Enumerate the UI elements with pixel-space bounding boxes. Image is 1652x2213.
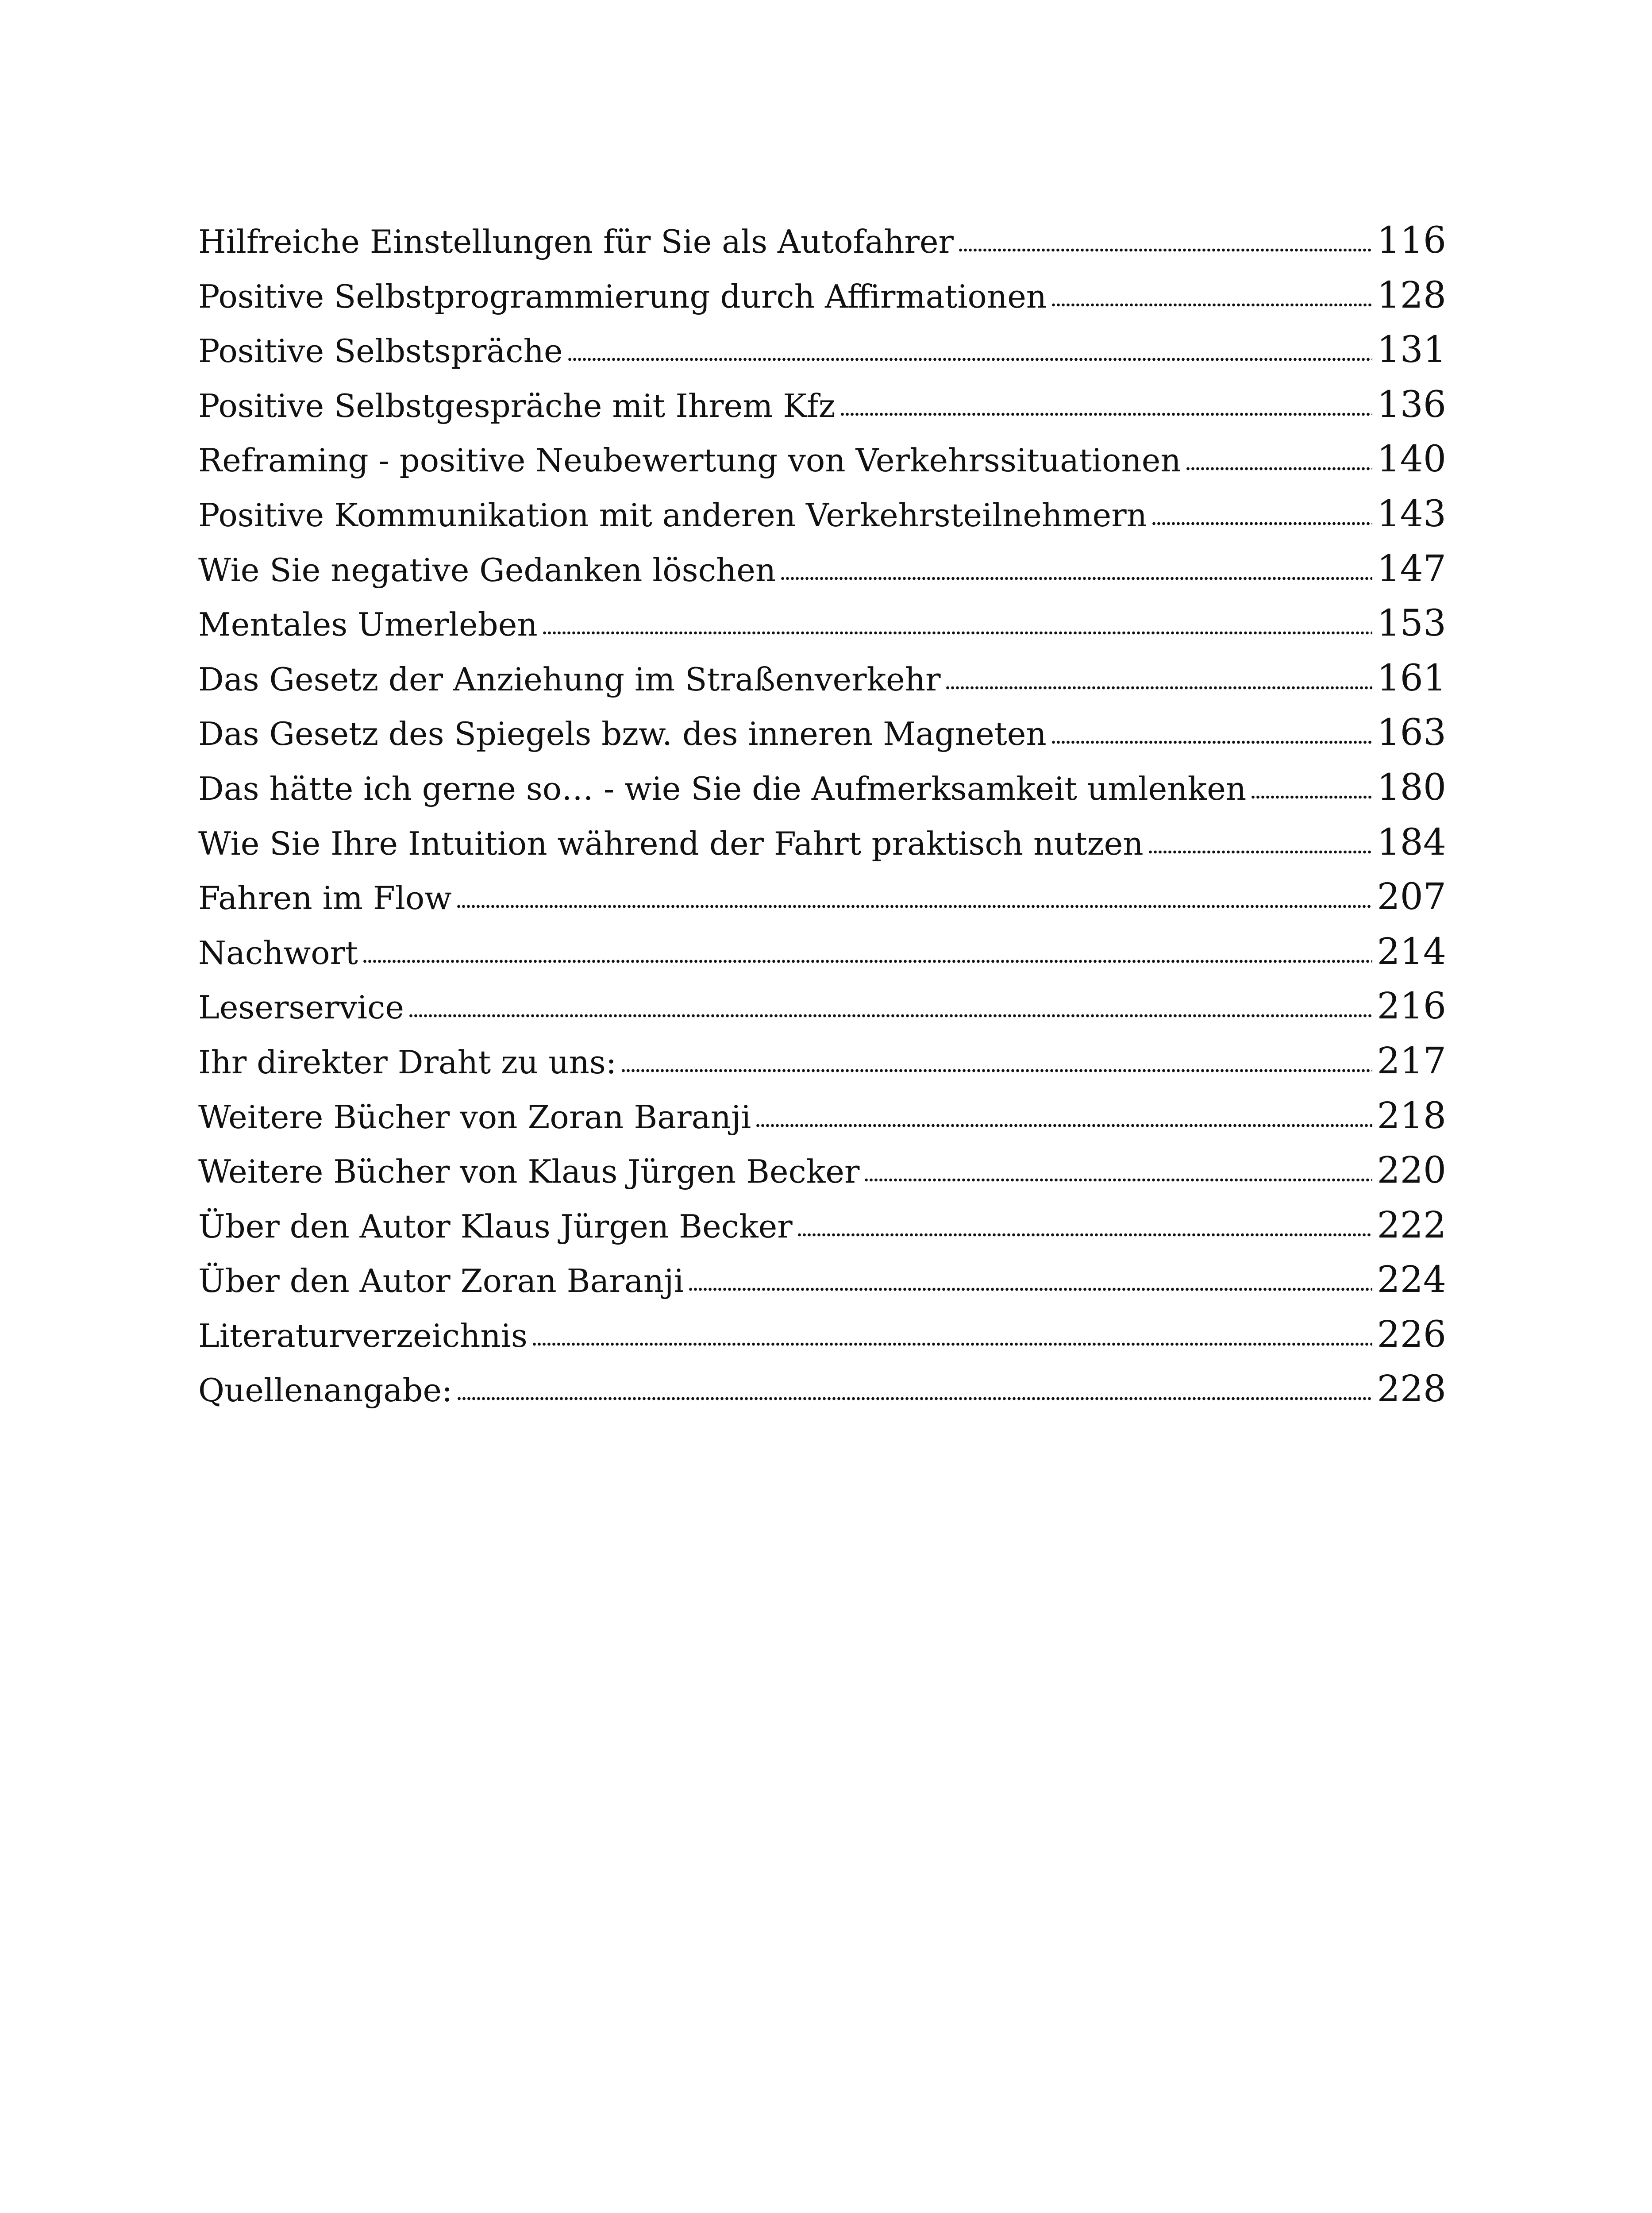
dot-leader (958, 247, 1373, 254)
toc-entry-title: Über den Autor Zoran Baranji (198, 1262, 684, 1300)
toc-entry[interactable] (198, 651, 1446, 706)
toc-entry-page: 131 (1377, 329, 1446, 371)
toc-entry[interactable] (198, 213, 1446, 268)
toc-entry-page: 222 (1377, 1204, 1446, 1246)
toc-entry-title: Über den Autor Klaus Jürgen Becker (198, 1207, 793, 1245)
toc-entry[interactable] (198, 487, 1446, 542)
dot-leader (840, 411, 1373, 418)
dot-leader (688, 1286, 1372, 1293)
toc-entry-title: Nachwort (198, 934, 358, 972)
toc-entry[interactable] (198, 979, 1446, 1034)
dot-leader (457, 1395, 1372, 1402)
dot-leader (780, 575, 1372, 582)
dot-leader (797, 1231, 1373, 1238)
dot-leader (408, 1012, 1372, 1019)
dot-leader (1251, 794, 1372, 801)
toc-entry[interactable] (198, 1307, 1446, 1362)
toc-entry-page: 224 (1377, 1259, 1446, 1301)
dot-leader (362, 958, 1373, 965)
dot-leader (1151, 520, 1372, 527)
dot-leader (864, 1176, 1372, 1184)
toc-entry[interactable] (198, 1089, 1446, 1144)
toc-entry[interactable] (198, 706, 1446, 760)
toc-entry[interactable] (198, 1362, 1446, 1417)
toc-entry-page: 180 (1377, 766, 1446, 809)
dot-leader (542, 629, 1373, 636)
toc-entry-page: 161 (1377, 657, 1446, 699)
toc-entry-title: Positive Selbstspräche (198, 332, 563, 370)
toc-entry-title: Das hätte ich gerne so… - wie Sie die Aufmerksamkeit umlenken (198, 770, 1247, 807)
table-of-contents (198, 213, 1446, 1417)
toc-entry-page: 226 (1377, 1313, 1446, 1356)
toc-entry-title: Das Gesetz der Anziehung im Straßenverkehr (198, 660, 941, 698)
toc-entry-page: 214 (1377, 930, 1446, 973)
toc-entry-page: 220 (1377, 1149, 1446, 1192)
toc-entry[interactable] (198, 542, 1446, 597)
dot-leader (456, 903, 1373, 910)
toc-entry-page: 217 (1377, 1040, 1446, 1082)
toc-entry[interactable] (198, 378, 1446, 432)
dot-leader (755, 1122, 1372, 1129)
toc-entry[interactable] (198, 1198, 1446, 1253)
toc-entry-title: Positive Selbstprogrammierung durch Affirmationen (198, 278, 1047, 315)
dot-leader (1148, 848, 1373, 856)
toc-entry-page: 163 (1377, 712, 1446, 754)
toc-entry-title: Leserservice (198, 989, 404, 1026)
toc-entry-page: 218 (1377, 1095, 1446, 1137)
toc-entry-title: Wie Sie Ihre Intuition während der Fahrt praktisch nutzen (198, 825, 1144, 862)
toc-entry-page: 140 (1377, 438, 1446, 481)
toc-entry-page: 116 (1377, 220, 1446, 262)
toc-entry-title: Literaturverzeichnis (198, 1317, 528, 1354)
toc-entry-page: 207 (1377, 876, 1446, 918)
toc-entry-page: 184 (1377, 821, 1446, 864)
toc-entry[interactable] (198, 870, 1446, 925)
toc-entry-page: 143 (1377, 493, 1446, 535)
toc-entry[interactable] (198, 268, 1446, 323)
toc-entry-title: Positive Kommunikation mit anderen Verkehrsteilnehmern (198, 496, 1148, 534)
toc-entry-title: Weitere Bücher von Zoran Baranji (198, 1098, 751, 1136)
toc-entry-title: Quellenangabe: (198, 1372, 453, 1409)
dot-leader (945, 684, 1373, 691)
toc-entry[interactable] (198, 815, 1446, 870)
toc-entry[interactable] (198, 1143, 1446, 1198)
toc-entry-title: Hilfreiche Einstellungen für Sie als Autofahrer (198, 223, 954, 260)
toc-entry[interactable] (198, 760, 1446, 815)
toc-entry-page: 216 (1377, 985, 1446, 1028)
toc-entry-page: 136 (1377, 383, 1446, 426)
toc-entry-page: 128 (1377, 274, 1446, 316)
toc-entry-title: Das Gesetz des Spiegels bzw. des inneren Magneten (198, 715, 1047, 753)
toc-entry-title: Reframing - positive Neubewertung von Verkehrssituationen (198, 442, 1181, 479)
toc-entry[interactable] (198, 1034, 1446, 1089)
toc-entry[interactable] (198, 925, 1446, 979)
toc-entry-title: Mentales Umerleben (198, 606, 538, 644)
toc-entry[interactable] (198, 323, 1446, 378)
dot-leader (532, 1341, 1373, 1348)
toc-entry-title: Wie Sie negative Gedanken löschen (198, 551, 776, 589)
dot-leader (567, 356, 1373, 363)
toc-entry-page: 153 (1377, 602, 1446, 645)
toc-entry-title: Positive Selbstgespräche mit Ihrem Kfz (198, 387, 836, 424)
toc-entry-title: Fahren im Flow (198, 879, 452, 917)
toc-entry-page: 147 (1377, 547, 1446, 590)
dot-leader (621, 1067, 1372, 1074)
toc-entry-page: 228 (1377, 1368, 1446, 1411)
toc-entry[interactable] (198, 1253, 1446, 1307)
toc-entry-title: Ihr direkter Draht zu uns: (198, 1043, 617, 1081)
dot-leader (1051, 739, 1373, 746)
dot-leader (1051, 301, 1372, 308)
toc-entry[interactable] (198, 596, 1446, 651)
toc-entry-title: Weitere Bücher von Klaus Jürgen Becker (198, 1153, 860, 1191)
dot-leader (1186, 465, 1373, 472)
toc-entry[interactable] (198, 432, 1446, 487)
